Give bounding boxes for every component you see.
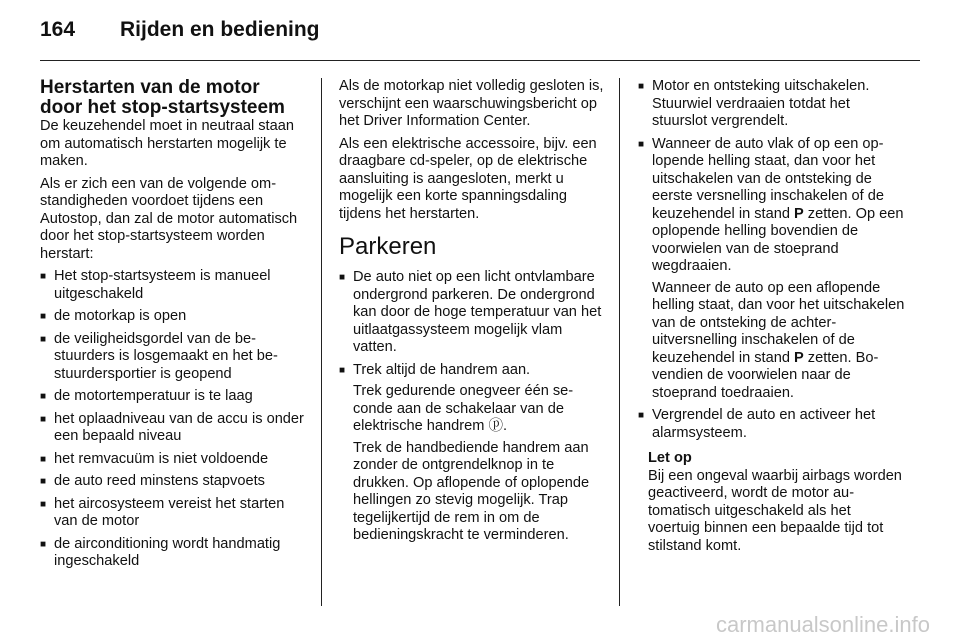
list-item-text: de motortemperatuur is te laag xyxy=(54,388,253,404)
list-item xyxy=(40,473,306,491)
bullet-icon: ■ xyxy=(40,333,47,345)
list-item xyxy=(40,496,306,531)
bullet-icon: ■ xyxy=(40,271,47,282)
downhill-parking-text: Wanneer de auto op een aflopende helling staat, dan voor het uitschakelen van de ontsteking de achteruitversnelling inschakelen of de keuzehendel in stand P zetten. Bovendien de voorwielen naar de stoeprand toedraaien. xyxy=(652,279,905,401)
list-item xyxy=(40,451,306,469)
list-item xyxy=(40,388,306,406)
restart-paragraph-2: Als er zich een van de volgende omstandigheden voordoet tijdens een Autostop, dan zal de motor automatisch door het stop-startsysteem worden herstart: xyxy=(40,175,298,262)
list-item xyxy=(339,269,605,357)
restart-heading: Herstarten van de motor door het stop-startsysteem xyxy=(40,77,285,118)
parking-list xyxy=(339,269,605,545)
bullet-icon: ■ xyxy=(40,311,47,322)
list-item xyxy=(40,268,306,303)
bullet-icon: ■ xyxy=(40,498,47,510)
electric-handbrake-text: Trek gedurende onegveer één seconde aan de schakelaar van de elektrische handrem ⓟ. xyxy=(353,383,574,434)
list-item-text: het oplaadniveau van de accu is onder een bepaald niveau xyxy=(54,410,304,444)
bullet-icon: ■ xyxy=(339,364,346,376)
list-item-text: de motorkap is open xyxy=(54,308,187,324)
list-item-text: Motor en ontsteking uitschakelen. Stuurwiel verdraaien totdat het stuurslot vergrendelt. xyxy=(652,78,870,129)
list-item-text: Het stop-startsysteem is manueel uitgeschakeld xyxy=(54,268,271,302)
list-item xyxy=(339,362,605,545)
list-item xyxy=(40,308,306,326)
bullet-icon: ■ xyxy=(40,538,47,550)
bullet-icon: ■ xyxy=(40,413,47,425)
list-item xyxy=(40,411,306,446)
list-item-text: de auto reed minstens stapvoets xyxy=(54,473,265,489)
watermark: carmanualsonline.info xyxy=(715,612,930,637)
header-divider xyxy=(40,60,920,61)
note-body: Bij een ongeval waarbij airbags worden geactiveerd, wordt de motor automatisch uitgeschakeld als het voertuig binnen een bepaalde tijd tot stilstand komt. xyxy=(648,467,902,554)
list-item-text: de airconditioning wordt handmatig ingeschakeld xyxy=(54,535,281,569)
parking-list-continued xyxy=(638,78,906,442)
manual-handbrake-text: Trek de handbediende handrem aan zonder de ontgrendelknop in te drukken. Op aflopende of oplopende hellingen zo stevig mogelijk. Trap tegelijkertijd de rem in om de bedieningskracht te verminderen. xyxy=(353,439,590,543)
list-item xyxy=(638,407,906,442)
bullet-icon: ■ xyxy=(638,81,645,92)
column-divider-2 xyxy=(619,78,620,606)
bullet-icon: ■ xyxy=(40,453,47,465)
list-item-text: Trek altijd de handrem aan. xyxy=(353,361,531,378)
chapter-title: Rijden en bediening xyxy=(120,18,320,41)
list-item-text: Vergrendel de auto en activeer het alarmsysteem. xyxy=(652,407,876,441)
list-item-text: De auto niet op een licht ontvlambare ondergrond parkeren. De ondergrond kan door de hoge temperatuur van het uitlaatgassysteem mogelijk vlam vatten. xyxy=(353,269,602,355)
voltage-drop-paragraph: Als een elektrische accessoire, bijv. een draagbare cd-speler, op de elektrische aansluiting is aangesloten, merkt u mogelijk een korte spanningsdaling tijdens het herstarten. xyxy=(339,135,597,222)
column-2 xyxy=(339,78,605,550)
bullet-icon: ■ xyxy=(40,391,47,402)
list-item xyxy=(638,136,906,403)
restart-paragraph-1: De keuzehendel moet in neutraal staan om automatisch herstarten mogelijk te maken. xyxy=(40,118,294,169)
list-item-text: de veiligheidsgordel van de bestuurders is losgemaakt en het bestuurdersportier is geopend xyxy=(54,330,278,382)
restart-conditions-list xyxy=(40,268,306,571)
list-item xyxy=(40,536,306,571)
list-item-text: het remvacuüm is niet voldoende xyxy=(54,450,269,467)
column-3 xyxy=(638,78,906,555)
list-item xyxy=(638,78,906,131)
list-item-text: het aircosysteem vereist het starten van de motor xyxy=(54,495,285,529)
column-1 xyxy=(40,78,306,576)
page-number: 164 xyxy=(40,18,76,41)
hood-warning-paragraph: Als de motorkap niet volledig gesloten is, verschijnt een waarschuwingsbericht op het Driver Information Center. xyxy=(339,78,604,129)
parking-heading: Parkeren xyxy=(339,233,437,260)
note-title: Let op xyxy=(648,450,692,466)
list-item-text: Wanneer de auto vlak of op een oplopende helling staat, dan voor het uitschakelen van de ontsteking de eerste versnelling inschakelen of de keuzehendel in stand P zetten. Op een oplopende helling bovendien de voorwielen van de stoeprand wegdraaien. xyxy=(652,135,904,274)
bullet-icon: ■ xyxy=(40,476,47,487)
bullet-icon: ■ xyxy=(638,410,645,421)
bullet-icon: ■ xyxy=(339,272,346,283)
bullet-icon: ■ xyxy=(638,138,645,150)
list-item xyxy=(40,331,306,384)
column-divider-1 xyxy=(321,78,322,606)
